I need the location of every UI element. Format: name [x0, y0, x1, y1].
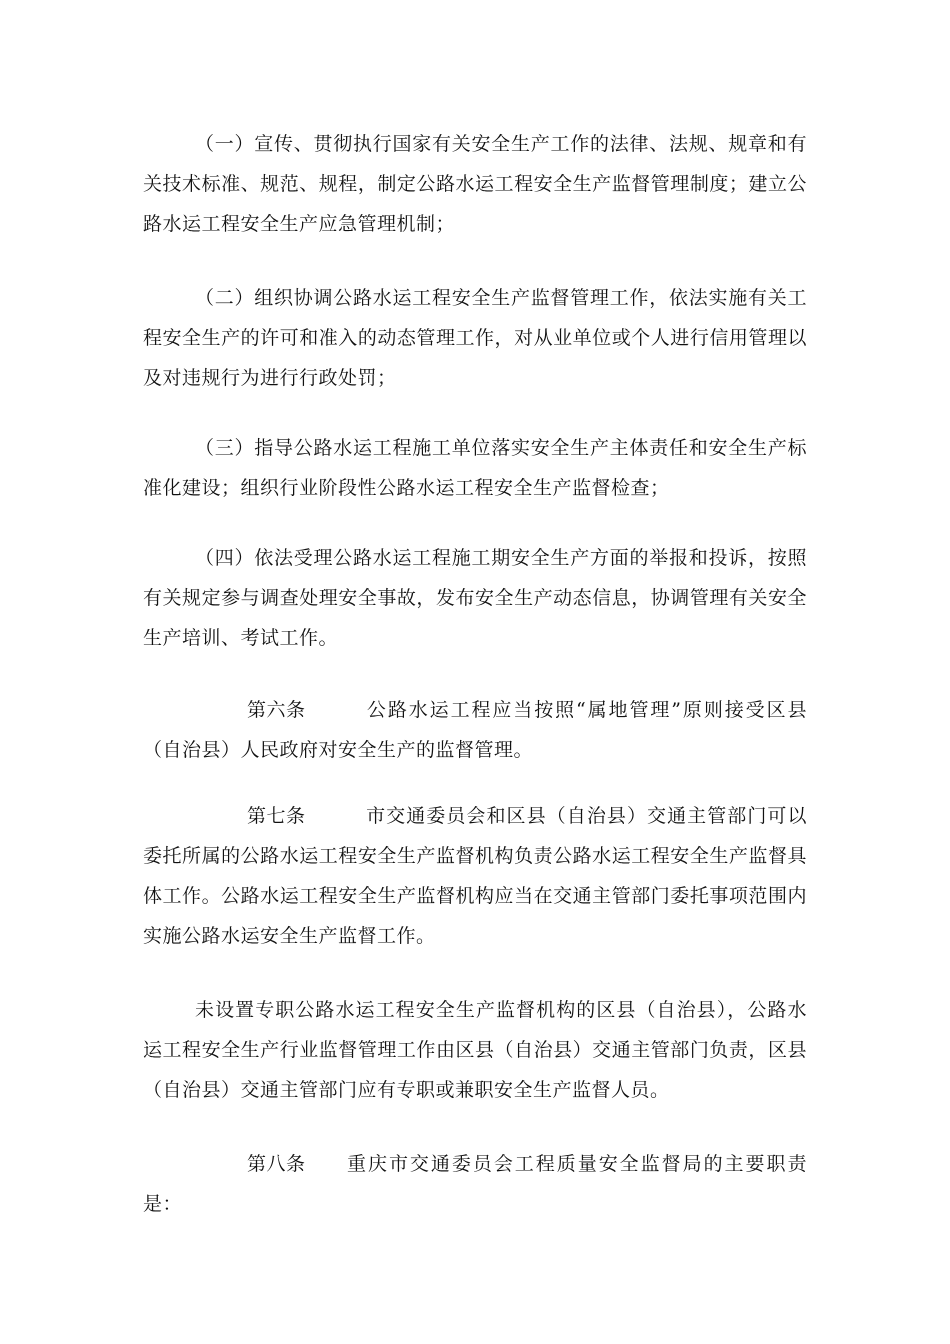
article-7-heading: 第七条	[247, 805, 306, 827]
article-8-text: 重庆市交通委员会工程质量安全监督局的主要职责是：	[143, 1153, 807, 1215]
article-7	[143, 796, 807, 956]
duty-item-2: （二）组织协调公路水运工程安全生产监督管理工作，依法实施有关工程安全生产的许可和准入的动态管理工作，对从业单位或个人进行信用管理以及对违规行为进行行政处罚；	[143, 287, 807, 389]
article-8	[143, 1144, 807, 1224]
duty-item-4: （四）依法受理公路水运工程施工期安全生产方面的举报和投诉，按照有关规定参与调查处理安全事故，发布安全生产动态信息，协调管理有关安全生产培训、考试工作。	[143, 547, 807, 649]
article-6	[143, 690, 807, 770]
article-8-heading: 第八条	[247, 1153, 306, 1175]
unset-agency-paragraph: 未设置专职公路水运工程安全生产监督机构的区县（自治县），公路水运工程安全生产行业监督管理工作由区县（自治县）交通主管部门负责，区县（自治县）交通主管部门应有专职或兼职安全生产监督人员。	[143, 999, 807, 1101]
article-6-text: 公路水运工程应当按照“属地管理”原则接受区县（自治县）人民政府对安全生产的监督管理。	[143, 699, 807, 761]
duty-item-1: （一）宣传、贯彻执行国家有关安全生产工作的法律、法规、规章和有关技术标准、规范、规程，制定公路水运工程安全生产监督管理制度；建立公路水运工程安全生产应急管理机制；	[143, 133, 807, 235]
article-6-heading: 第六条	[247, 699, 306, 721]
duty-item-3: （三）指导公路水运工程施工单位落实安全生产主体责任和安全生产标准化建设；组织行业阶段性公路水运工程安全生产监督检查；	[143, 437, 807, 499]
article-7-text: 市交通委员会和区县（自治县）交通主管部门可以委托所属的公路水运工程安全生产监督机构负责公路水运工程安全生产监督具体工作。公路水运工程安全生产监督机构应当在交通主管部门委托事项范围内实施公路水运安全生产监督工作。	[143, 805, 807, 947]
